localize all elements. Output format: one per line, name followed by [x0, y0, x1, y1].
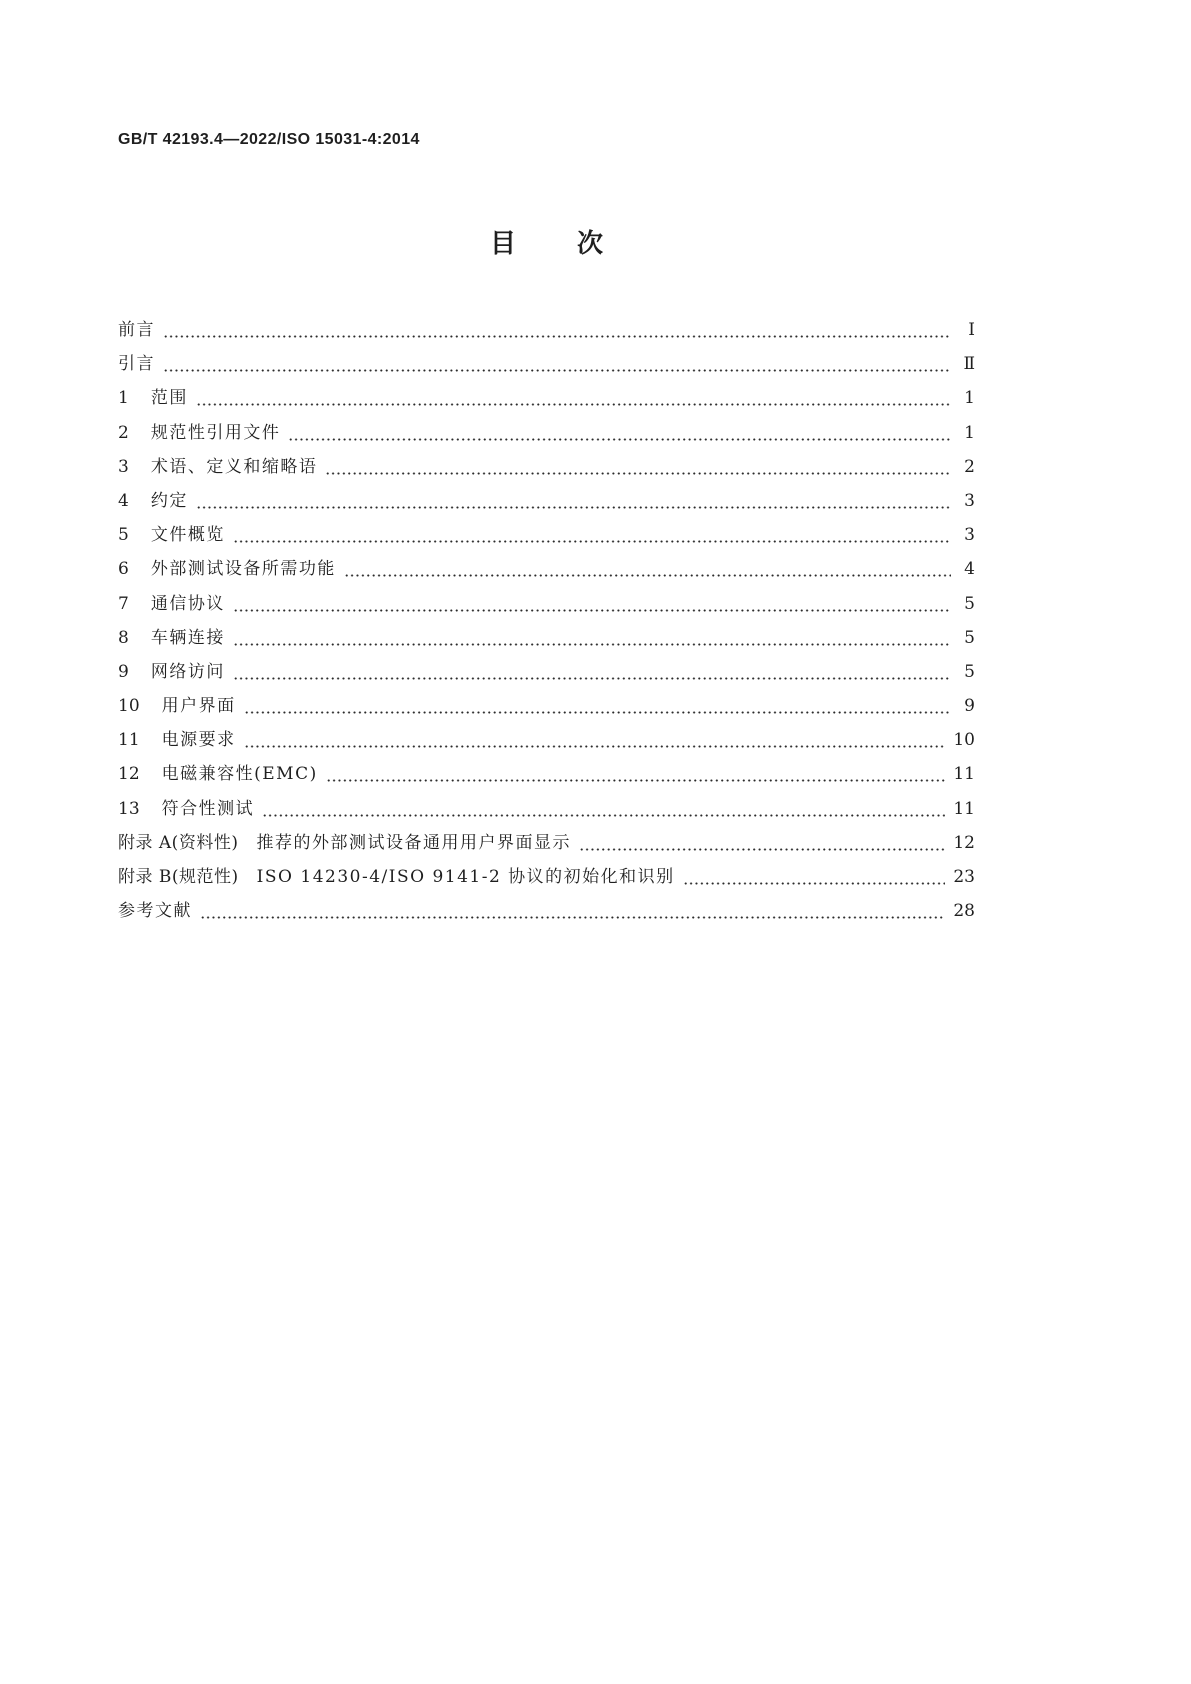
toc-entry-page: 5	[964, 627, 975, 648]
toc-entry-number: 6	[118, 559, 129, 580]
toc-entry-title: 电磁兼容性(EMC)	[161, 764, 318, 785]
leader-dots	[196, 381, 951, 415]
toc-entry-title: 术语、定义和缩略语	[150, 456, 318, 477]
toc-entry-title: 推荐的外部测试设备通用用户界面显示	[256, 832, 571, 853]
toc-entry-annex-b[interactable]	[118, 860, 975, 894]
standard-code-header: GB/T 42193.4—2022/ISO 15031-4:2014	[118, 131, 420, 148]
leader-dots	[244, 689, 951, 723]
toc-entry-page: 11	[953, 798, 975, 819]
toc-entry-page: 23	[953, 867, 975, 887]
toc-entry-page: 12	[953, 832, 975, 853]
toc-entry-label: 引言	[118, 354, 155, 375]
toc-entry-page: 4	[964, 559, 975, 580]
toc-entry-conformance-test[interactable]	[118, 792, 975, 826]
toc-entry-title: 约定	[150, 490, 188, 511]
toc-entry-bibliography[interactable]	[118, 894, 975, 928]
toc-entry-page: 3	[964, 490, 975, 511]
toc-entry-page: 2	[964, 456, 975, 477]
toc-entry-user-interface[interactable]	[118, 689, 975, 723]
toc-entry-page: 1	[964, 388, 975, 409]
leader-dots	[196, 484, 951, 518]
toc-entry-number: 12	[118, 764, 140, 785]
toc-entry-title: 电源要求	[161, 730, 236, 751]
toc-entry-title: 规范性引用文件	[150, 422, 281, 443]
toc-entry-page: 9	[964, 696, 975, 717]
toc-entry-title: 符合性测试	[161, 798, 255, 819]
toc-entry-annex-label: 附录 B(规范性)	[118, 867, 239, 887]
toc-entry-conventions[interactable]	[118, 484, 975, 518]
toc-entry-page: 3	[964, 525, 975, 546]
leader-dots	[200, 894, 945, 928]
toc-entry-vehicle-connection[interactable]	[118, 621, 975, 655]
toc-entry-number: 3	[118, 456, 129, 477]
toc-entry-number: 8	[118, 627, 129, 648]
leader-dots	[233, 621, 951, 655]
toc-entry-power-requirements[interactable]	[118, 723, 975, 757]
toc-entry-emc[interactable]	[118, 757, 975, 791]
toc-entry-introduction[interactable]	[118, 347, 975, 381]
toc-entry-number: 10	[118, 696, 140, 717]
toc-entry-foreword[interactable]	[118, 313, 975, 347]
toc-entry-document-overview[interactable]	[118, 518, 975, 552]
leader-dots	[163, 347, 951, 381]
toc-entry-page: Ⅰ	[968, 320, 975, 340]
toc-entry-number: 2	[118, 422, 129, 443]
toc-entry-normative-references[interactable]	[118, 416, 975, 450]
leader-dots	[163, 313, 951, 347]
toc-entry-number: 4	[118, 490, 129, 511]
toc-entry-network-access[interactable]	[118, 655, 975, 689]
toc-entry-page: 1	[964, 422, 975, 443]
toc-entry-scope[interactable]	[118, 381, 975, 415]
toc-entry-page: 28	[953, 901, 975, 922]
toc-entry-label: 前言	[118, 320, 155, 340]
toc-entry-title: 文件概览	[150, 525, 225, 546]
toc-entry-title: 外部测试设备所需功能	[150, 559, 336, 580]
leader-dots	[233, 655, 951, 689]
toc-entry-number: 11	[118, 730, 140, 751]
leader-dots	[579, 826, 945, 860]
toc-entry-page: 10	[953, 730, 975, 751]
toc-entry-label: 参考文献	[118, 901, 192, 922]
leader-dots	[244, 723, 946, 757]
leader-dots	[233, 587, 951, 621]
toc-entry-number: 7	[118, 593, 129, 614]
toc-entry-page: 5	[964, 661, 975, 682]
toc-entry-page: 11	[953, 764, 975, 785]
table-of-contents	[118, 313, 975, 928]
toc-entry-number: 9	[118, 661, 129, 682]
toc-entry-annex-label: 附录 A(资料性)	[118, 832, 239, 853]
leader-dots	[683, 860, 946, 894]
toc-entry-title: 车辆连接	[150, 627, 225, 648]
toc-entry-number: 1	[118, 388, 129, 409]
toc-entry-title: 范围	[150, 388, 188, 409]
toc-entry-required-functions[interactable]	[118, 552, 975, 586]
toc-entry-title: 通信协议	[150, 593, 225, 614]
leader-dots	[344, 552, 951, 586]
leader-dots	[288, 416, 951, 450]
leader-dots	[233, 518, 951, 552]
toc-entry-title: 用户界面	[161, 696, 236, 717]
toc-title: 目 次	[489, 229, 604, 259]
toc-entry-number: 13	[118, 798, 140, 819]
leader-dots	[326, 757, 946, 791]
toc-entry-title: ISO 14230-4/ISO 9141-2 协议的初始化和识别	[256, 867, 675, 887]
toc-entry-number: 5	[118, 525, 129, 546]
toc-entry-title: 网络访问	[150, 661, 225, 682]
toc-entry-communication-protocols[interactable]	[118, 587, 975, 621]
leader-dots	[325, 450, 951, 484]
toc-entry-annex-a[interactable]	[118, 826, 975, 860]
toc-entry-page: Ⅱ	[963, 354, 975, 375]
toc-entry-terms-definitions[interactable]	[118, 450, 975, 484]
toc-entry-page: 5	[964, 593, 975, 614]
leader-dots	[262, 792, 945, 826]
